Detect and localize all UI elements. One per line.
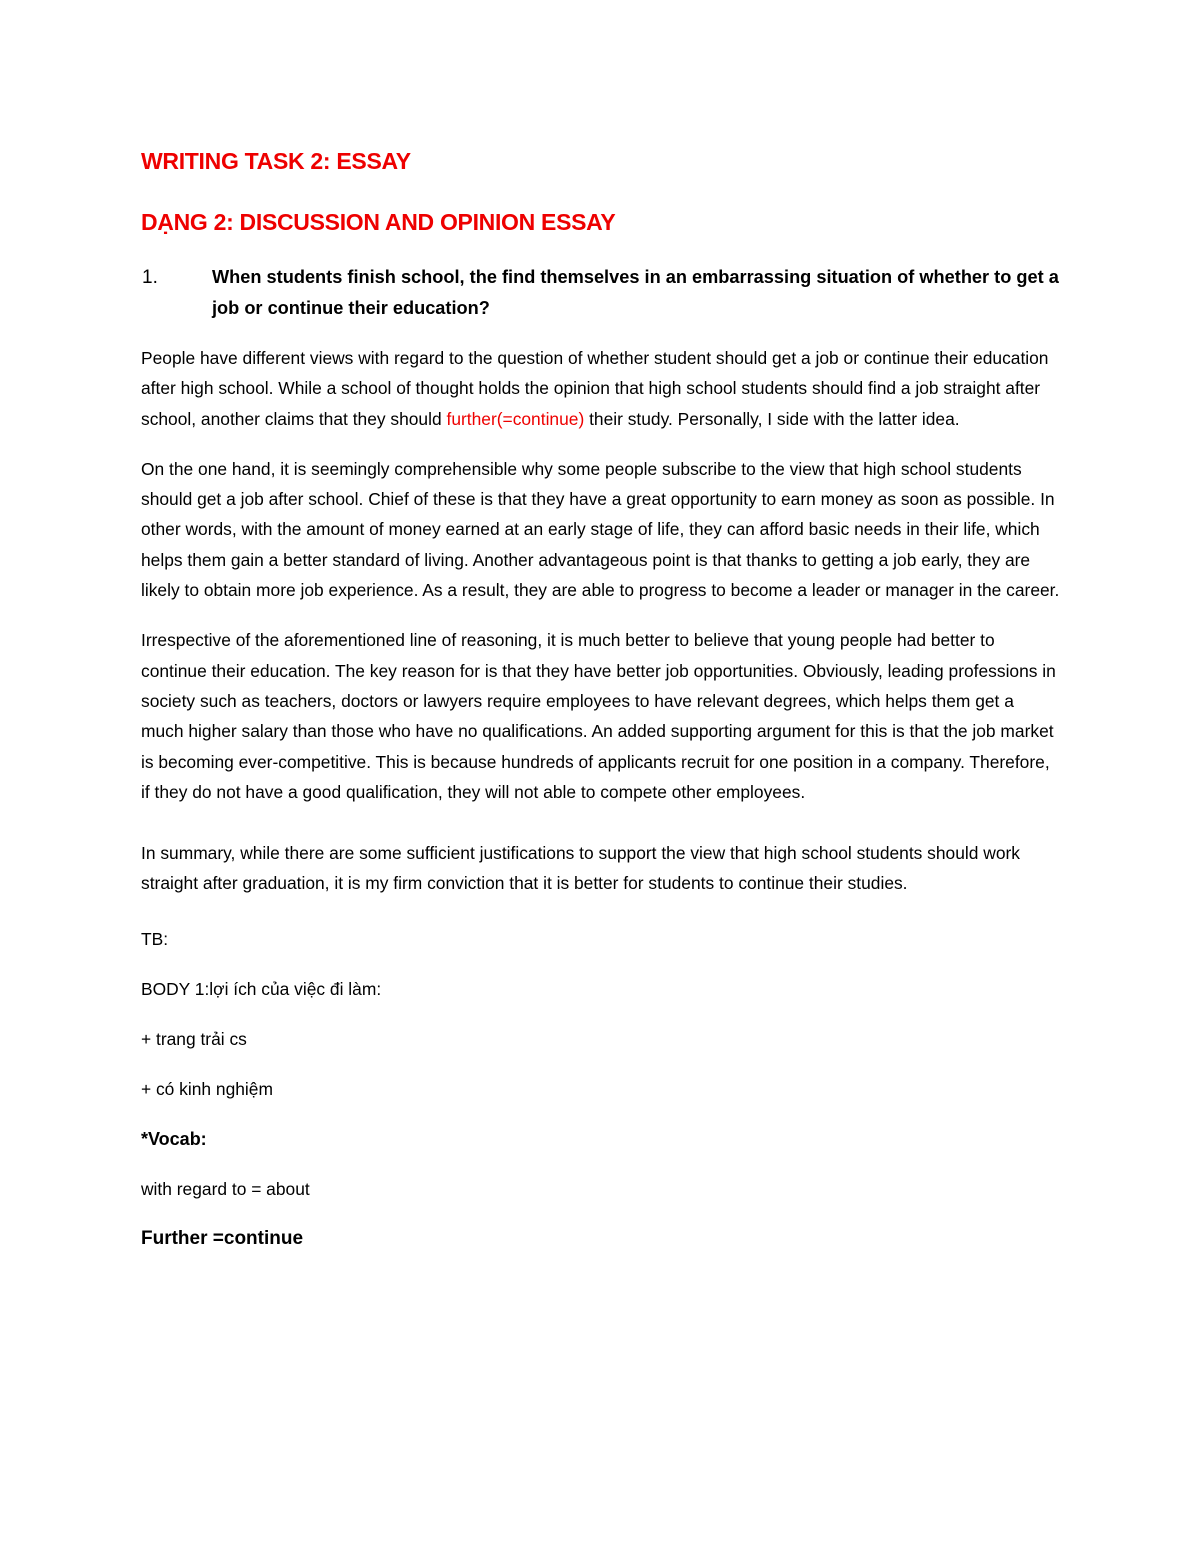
- body-paragraph-2: Irrespective of the aforementioned line of reasoning, it is much better to believe that young people had better to continue their education. The key reason for is that they have better job opportunities. Obviously, leading professions in society such as teachers, doctors or lawyers require employees to have relevant degrees, which helps them get a much higher salary than those who have no qualifications. An added supporting argument for this is that the job market is becoming ever-competitive. This is because hundreds of applicants recruit for one position in a company. Therefore, if they do not have a good qualification, they will not able to compete other employees.: [141, 630, 1056, 802]
- vocab-item-1: with regard to = about: [141, 1178, 310, 1199]
- intro-text-start: People have different views with regard to the question of whether student should get a job or continue their education after high school. While a school of thought holds the opinion that high school students should find a job straight after school, another claims that they should: [141, 348, 1049, 429]
- note-tb: TB:: [141, 928, 169, 949]
- note-point-2: + có kinh nghiệm: [141, 1078, 273, 1099]
- vocab-heading: *Vocab:: [141, 1128, 207, 1149]
- intro-text-end: their study. Personally, I side with the latter idea.: [584, 408, 960, 429]
- question-number: 1.: [142, 267, 158, 288]
- essay-type-heading: DẠNG 2: DISCUSSION AND OPINION ESSAY: [141, 209, 616, 235]
- note-body1-heading: BODY 1:lợi ích của việc đi làm:: [141, 978, 382, 999]
- document-page: [141, 140, 1061, 1251]
- note-point-1: + trang trải cs: [141, 1028, 247, 1049]
- conclusion-paragraph: In summary, while there are some sufficient justifications to support the view that high school students should work straight after graduation, it is my firm conviction that it is better for students to continue their studies.: [141, 843, 1020, 894]
- essay-question: [141, 262, 1061, 324]
- vocab-item-2: Further =continue: [141, 1227, 304, 1249]
- intro-paragraph: [141, 343, 1061, 434]
- highlighted-term: further(=continue): [446, 408, 585, 429]
- question-text: When students finish school, the find themselves in an embarrassing situation of whether to get a job or continue their education?: [212, 267, 1059, 318]
- document-title: WRITING TASK 2: ESSAY: [141, 148, 411, 174]
- body-paragraph-1: On the one hand, it is seemingly comprehensible why some people subscribe to the view that high school students should get a job after school. Chief of these is that they have a great opportunity to earn money as soon as possible. In other words, with the amount of money earned at an early stage of life, they can afford basic needs in their life, which helps them gain a better standard of living. Another advantageous point is that thanks to getting a job early, they are likely to obtain more job experience. As a result, they are able to progress to become a leader or manager in the career.: [141, 458, 1060, 601]
